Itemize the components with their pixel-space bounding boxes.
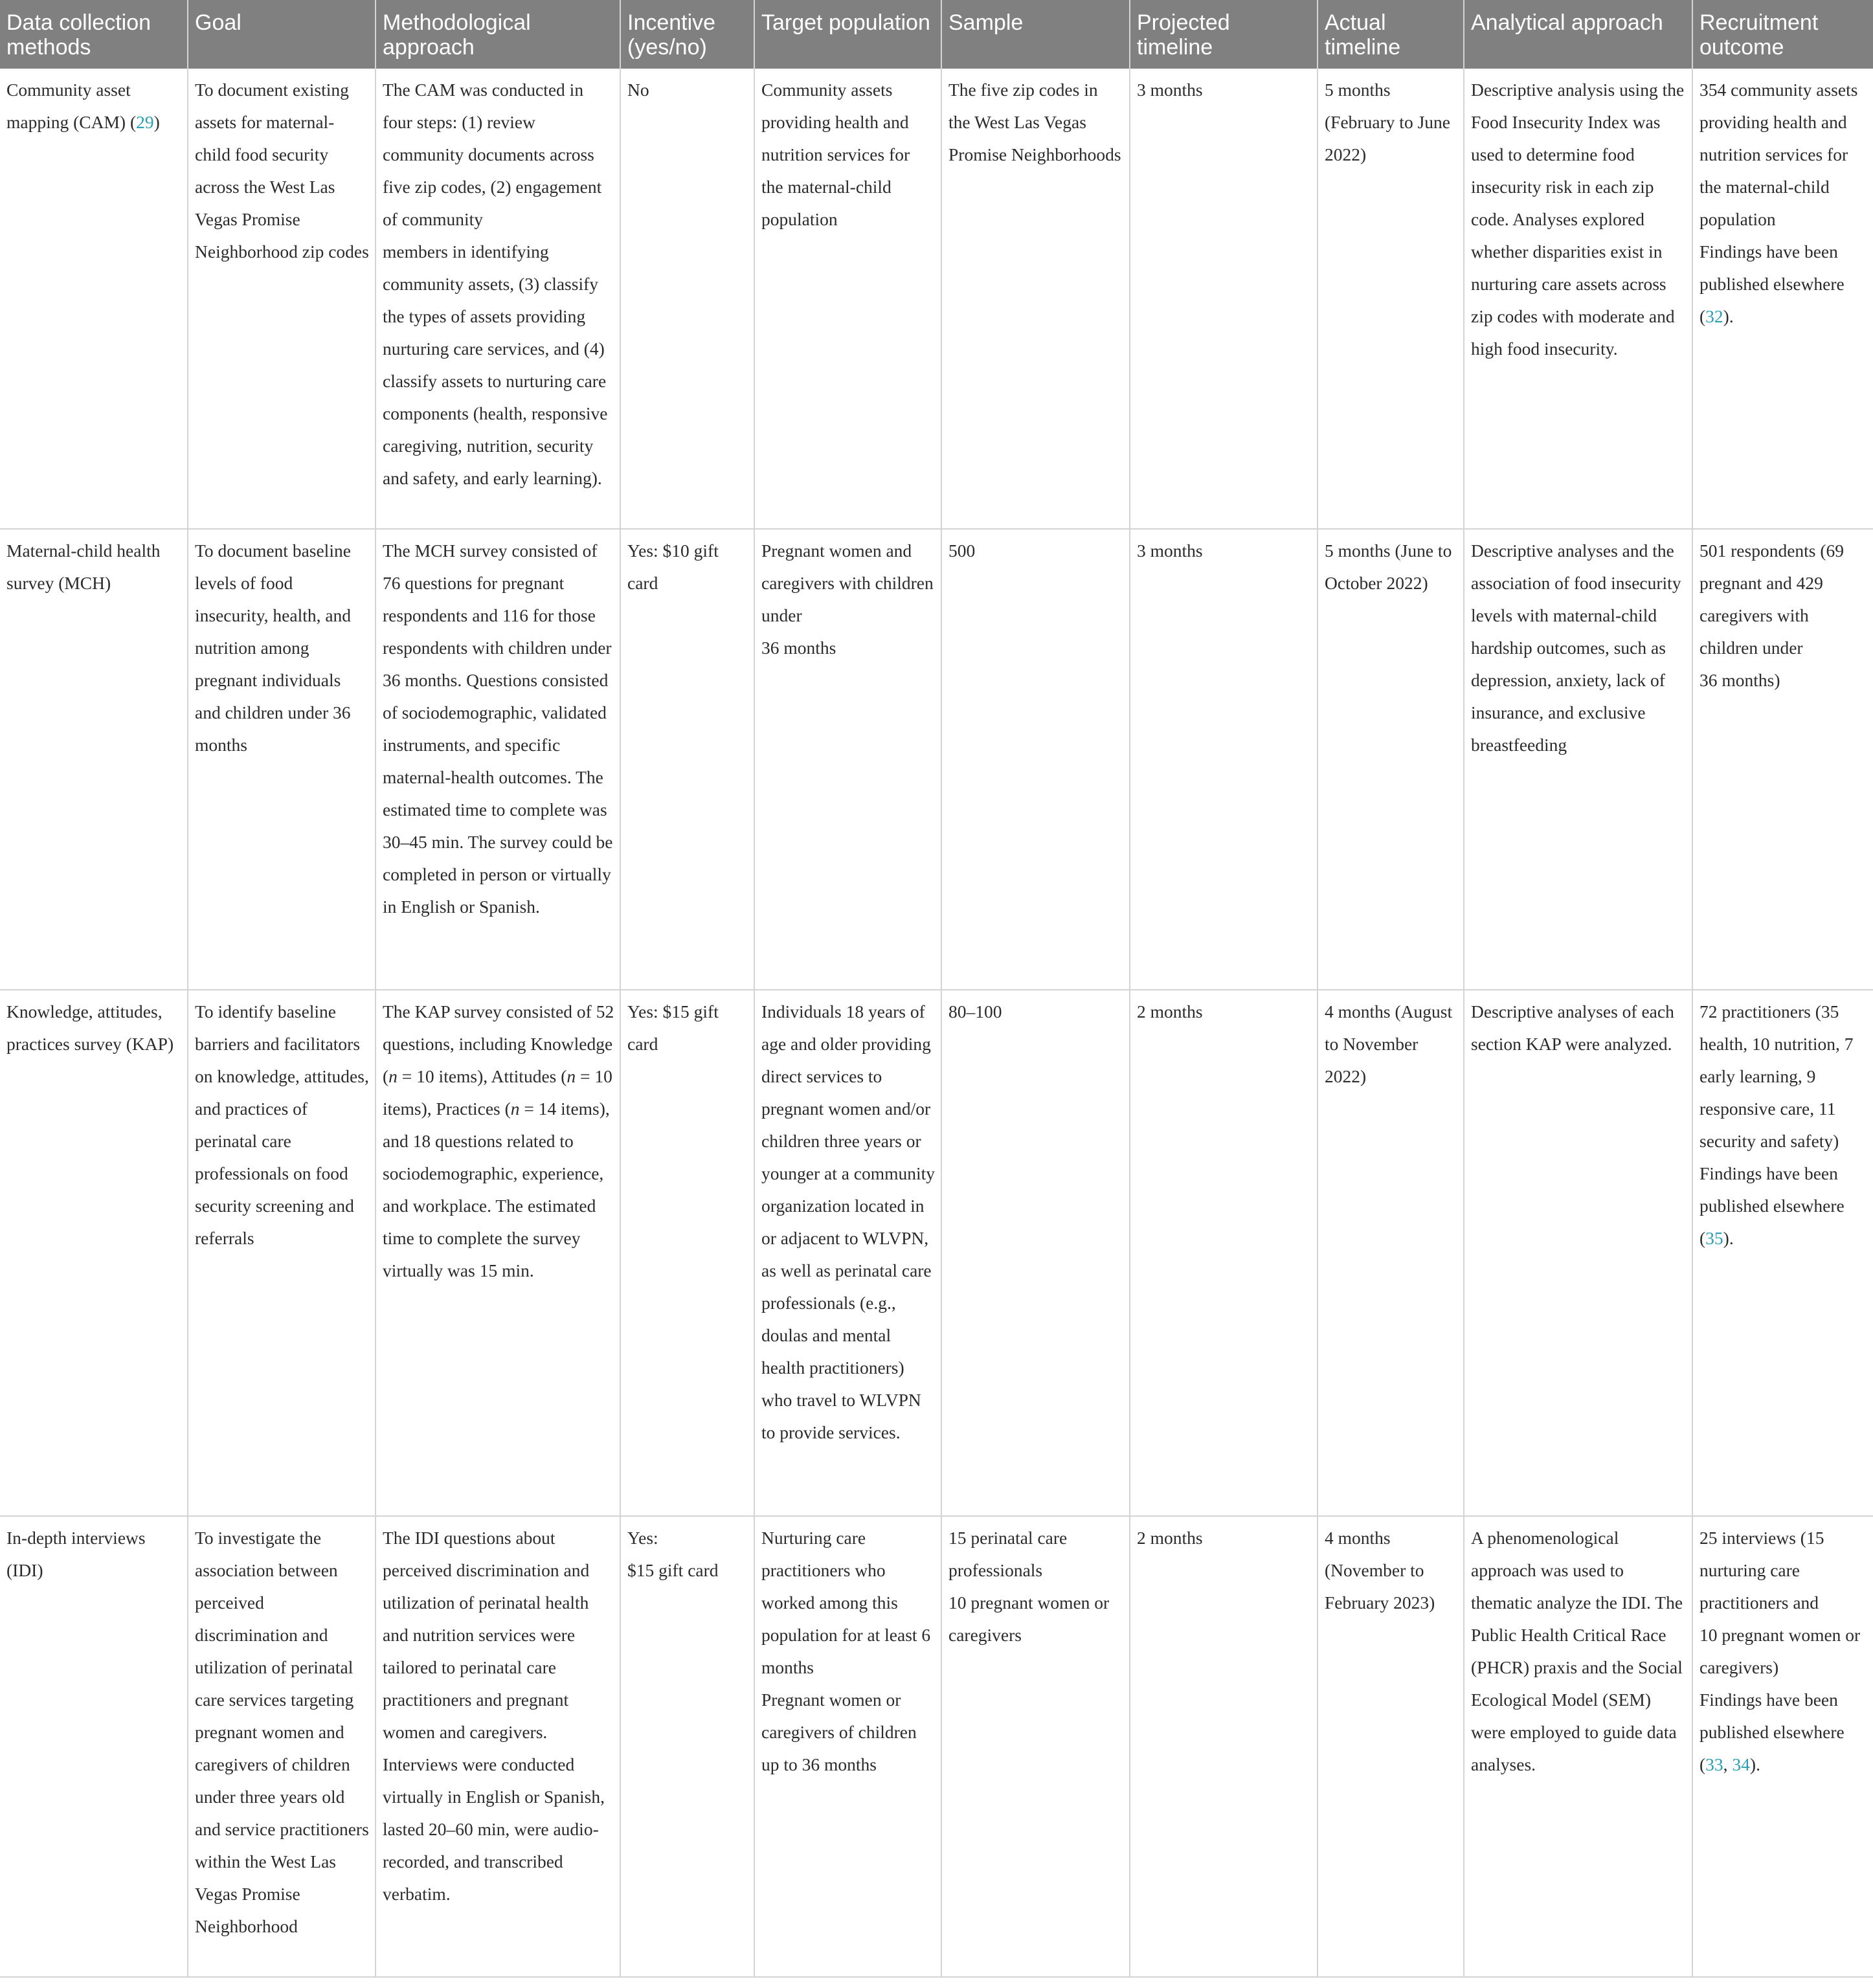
reference-link[interactable]: 33 — [1705, 1754, 1723, 1774]
approach-text: The KAP survey consisted of 52 questions, including Knowledge ( — [383, 1001, 614, 1086]
cell-projected-timeline: 3 months — [1130, 69, 1318, 529]
cell-population: Community assets providing health and nutrition services for the maternal-child population — [754, 69, 941, 529]
cell-approach: The MCH survey consisted of 76 questions for pregnant respondents and 116 for those respondents with children under 36 months. Questions consisted of sociodemographic, validated instruments, and specific maternal-health outcomes. The estimated time to complete was 30–45 min. The survey could be completed in person or virtually in English or Spanish. — [376, 529, 620, 990]
reference-link[interactable]: 35 — [1705, 1228, 1723, 1248]
approach-text: = 10 items), Attitudes ( — [397, 1066, 567, 1086]
header-recruitment-outcome: Recruitment outcome — [1692, 0, 1873, 69]
cell-approach — [376, 990, 620, 1516]
reference-link[interactable]: 34 — [1732, 1754, 1750, 1774]
header-goal: Goal — [188, 0, 376, 69]
cell-population: Nurturing care practitioners who worked among this population for at least 6 months Pregnant women or caregivers of children up to 36 months — [754, 1516, 941, 1977]
cell-analysis: Descriptive analyses and the association of food insecurity levels with maternal-child hardship outcomes, such as depression, anxiety, lack of insurance, and exclusive breastfeeding — [1464, 529, 1692, 990]
outcome-text-end: ). — [1723, 1228, 1734, 1248]
reference-separator: , — [1723, 1754, 1733, 1774]
table-row-kap — [0, 990, 1873, 1516]
cell-actual-timeline: 4 months (November to February 2023) — [1318, 1516, 1464, 1977]
cell-actual-timeline: 5 months (February to June 2022) — [1318, 69, 1464, 529]
outcome-text: 354 community assets providing health and nutrition services for the maternal-child population Findings have been published elsewhere ( — [1699, 80, 1858, 326]
cell-projected-timeline: 2 months — [1130, 1516, 1318, 1977]
approach-text: = 10 items), Practices ( — [383, 1066, 612, 1119]
outcome-text: 25 interviews (15 nurturing care practitioners and 10 pregnant women or caregivers) Findings have been published elsewhere ( — [1699, 1528, 1861, 1774]
cell-method: Knowledge, attitudes, practices survey (KAP) — [0, 990, 188, 1516]
cell-incentive: Yes: $15 gift card — [620, 1516, 754, 1977]
cell-outcome — [1692, 990, 1873, 1516]
cell-projected-timeline: 3 months — [1130, 529, 1318, 990]
cell-population: Individuals 18 years of age and older providing direct services to pregnant women and/or children three years or younger at a community organization located in or adjacent to WLVPN, as well as perinatal care professionals (e.g., doulas and mental health practitioners) who travel to WLVPN to provide services. — [754, 990, 941, 1516]
cell-incentive: Yes: $10 gift card — [620, 529, 754, 990]
outcome-text-end: ). — [1723, 306, 1734, 326]
cell-goal: To investigate the association between perceived discrimination and utilization of perinatal care services targeting pregnant women and caregivers of children under three years old and service practitioners within the West Las Vegas Promise Neighborhood — [188, 1516, 376, 1977]
cell-analysis: Descriptive analysis using the Food Insecurity Index was used to determine food insecurity risk in each zip code. Analyses explored whether disparities exist in nurturing care assets across zip codes with moderate and high food insecurity. — [1464, 69, 1692, 529]
cell-analysis: Descriptive analyses of each section KAP were analyzed. — [1464, 990, 1692, 1516]
reference-link[interactable]: 29 — [136, 112, 154, 132]
cell-method: Maternal-child health survey (MCH) — [0, 529, 188, 990]
cell-incentive: No — [620, 69, 754, 529]
table-row-cam — [0, 69, 1873, 529]
cell-outcome — [1692, 69, 1873, 529]
header-row — [0, 0, 1873, 69]
n-symbol: n — [566, 1066, 576, 1086]
n-symbol: n — [510, 1099, 520, 1119]
cell-actual-timeline: 5 months (June to October 2022) — [1318, 529, 1464, 990]
n-symbol: n — [388, 1066, 398, 1086]
cell-sample: 15 perinatal care professionals 10 pregnant women or caregivers — [941, 1516, 1130, 1977]
reference-link[interactable]: 32 — [1705, 306, 1723, 326]
header-target-population: Target population — [754, 0, 941, 69]
header-data-collection-methods: Data collection methods — [0, 0, 188, 69]
cell-goal: To identify baseline barriers and facilitators on knowledge, attitudes, and practices of perinatal care professionals on food security screening and referrals — [188, 990, 376, 1516]
header-projected-timeline: Projected timeline — [1130, 0, 1318, 69]
approach-text: = 14 items), and 18 questions related to sociodemographic, experience, and workplace. The estimated time to complete the survey virtually was 15 min. — [383, 1099, 610, 1280]
table-row-mch — [0, 529, 1873, 990]
cell-incentive: Yes: $15 gift card — [620, 990, 754, 1516]
cell-sample: 500 — [941, 529, 1130, 990]
header-incentive: Incentive (yes/no) — [620, 0, 754, 69]
cell-outcome: 501 respondents (69 pregnant and 429 caregivers with children under 36 months) — [1692, 529, 1873, 990]
method-text-end: ) — [153, 112, 160, 132]
cell-actual-timeline: 4 months (August to November 2022) — [1318, 990, 1464, 1516]
cell-approach: The IDI questions about perceived discrimination and utilization of perinatal health and nutrition services were tailored to perinatal care practitioners and pregnant women and caregivers. Interviews were conducted virtually in English or Spanish, lasted 20–60 min, were audio-recorded, and transcribed verbatim. — [376, 1516, 620, 1977]
header-actual-timeline: Actual timeline — [1318, 0, 1464, 69]
header-sample: Sample — [941, 0, 1130, 69]
cell-goal: To document existing assets for maternal-child food security across the West Las Vegas Promise Neighborhood zip codes — [188, 69, 376, 529]
outcome-text: 72 practitioners (35 health, 10 nutrition, 7 early learning, 9 responsive care, 11 security and safety) Findings have been published elsewhere ( — [1699, 1001, 1854, 1248]
method-text: Community asset mapping (CAM) ( — [6, 80, 137, 132]
header-analytical-approach: Analytical approach — [1464, 0, 1692, 69]
cell-method: In-depth interviews (IDI) — [0, 1516, 188, 1977]
cell-sample: The five zip codes in the West Las Vegas Promise Neighborhoods — [941, 69, 1130, 529]
cell-projected-timeline: 2 months — [1130, 990, 1318, 1516]
outcome-text-end: ). — [1749, 1754, 1760, 1774]
cell-goal: To document baseline levels of food insecurity, health, and nutrition among pregnant individuals and children under 36 months — [188, 529, 376, 990]
header-methodological-approach: Methodological approach — [376, 0, 620, 69]
cell-outcome — [1692, 1516, 1873, 1977]
table-row-idi — [0, 1516, 1873, 1977]
cell-sample: 80–100 — [941, 990, 1130, 1516]
cell-approach: The CAM was conducted in four steps: (1) review community documents across five zip codes, (2) engagement of community members in identifying community assets, (3) classify the types of assets providing nurturing care services, and (4) classify assets to nurturing care components (health, responsive caregiving, nutrition, security and safety, and early learning). — [376, 69, 620, 529]
cell-analysis: A phenomenological approach was used to thematic analyze the IDI. The Public Health Critical Race (PHCR) praxis and the Social Ecological Model (SEM) were employed to guide data analyses. — [1464, 1516, 1692, 1977]
cell-population: Pregnant women and caregivers with children under 36 months — [754, 529, 941, 990]
cell-method — [0, 69, 188, 529]
